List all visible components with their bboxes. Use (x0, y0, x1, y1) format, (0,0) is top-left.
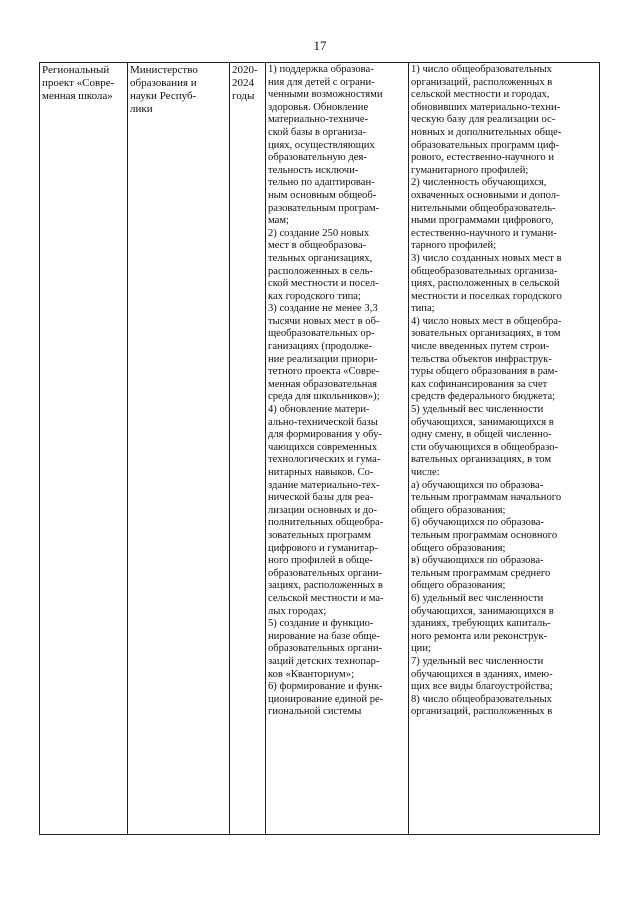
events-cell: 1) поддержка образова- ния для детей с ограни- ченными возможностями здоровья. Обновление материально-техниче- ской базы в организа- циях, осуществляющих образовательную дея- тельность исключи- тельно по адаптирован- ным основным общеоб- разовательным програм- мам; 2) создание 250 новых мест в общеобразова- тельных организациях, расположенных в сель- ской местности и посел- ках городского типа; 3) создание не менее 3,3 тысячи новых мест в об- щеобразовательных ор- ганизациях (продолже- ние реализации приори- тетного проекта «Совре- менная образовательная среда для школьников»); 4) обновление матери- ально-технической базы для формирования у обу- чающихся современных технологических и гума- нитарных навыков. Со- здание материально-тех- нической базы для реа- лизации основных и до- полнительных общеобра- зовательных программ цифрового и гуманитар- ного профилей в обще- образовательных органи- зациях, расположенных в сельской местности и ма- лых городах; 5) создание и функцио- нирование на базе обще- образовательных органи- заций детских технопар- ков «Кванториум»; 6) формирование и функ- ционирование единой ре- гиональной системы (266, 63, 409, 835)
page-number: 17 (313, 38, 327, 53)
period-cell: 2020- 2024 годы (230, 63, 266, 835)
program-table (39, 62, 600, 835)
project-name-cell: Региональный проект «Совре- менная школа» (40, 63, 128, 835)
table-row (40, 63, 600, 835)
responsible-cell: Министерство образования и науки Респуб- лики (128, 63, 230, 835)
indicators-cell: 1) число общеобразовательных организаций, расположенных в сельской местности и городах, обновивших материально-техни- ческую базу для реализации ос- новных и дополнительных обще- образовательных программ циф- рового, естественно-научного и гуманитарного профилей; 2) численность обучающихся, охваченных основными и допол- нительными общеобразователь- ными программами цифрового, естественно-научного и гумани- тарного профилей; 3) число созданных новых мест в общеобразовательных организа- циях, расположенных в сельской местности и поселках городского типа; 4) число новых мест в общеобра- зовательных организациях, в том числе введенных путем строи- тельства объектов инфраструк- туры общего образования в рам- ках софинансирования за счет средств федерального бюджета; 5) удельный вес численности обучающихся, занимающихся в одну смену, в общей численно- сти обучающихся в общеобразо- вательных организациях, в том числе: а) обучающихся по образова- тельным программам начального общего образования; б) обучающихся по образова- тельным программам основного общего образования; в) обучающихся по образова- тельным программам среднего общего образования; 6) удельный вес численности обучающихся, занимающихся в зданиях, требующих капиталь- ного ремонта или реконструк- ции; 7) удельный вес численности обучающихся в зданиях, имею- щих все виды благоустройства; 8) число общеобразовательных организаций, расположенных в (409, 63, 600, 835)
